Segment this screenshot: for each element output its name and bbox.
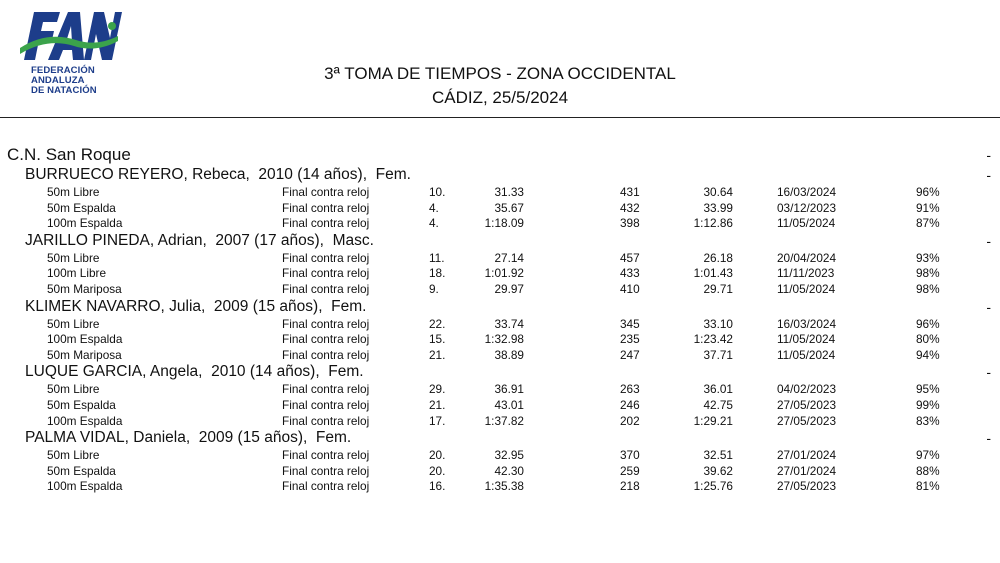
result-place: 20.: [429, 463, 446, 478]
document-subtitle: CÁDIZ, 25/5/2024: [431, 88, 569, 107]
result-best-date: 11/05/2024: [777, 332, 836, 347]
result-round: Final contra reloj: [282, 250, 370, 265]
result-points: 433: [620, 266, 640, 281]
result-row: [0, 397, 1000, 413]
result-row: [0, 478, 1000, 494]
result-best-time: 33.99: [703, 200, 733, 215]
swimmer-marker: -: [986, 298, 991, 315]
result-event: 100m Espalda: [47, 413, 123, 428]
result-round: Final contra reloj: [282, 332, 370, 347]
swimmer-marker: -: [986, 430, 991, 447]
result-row: [0, 347, 1000, 363]
result-round: Final contra reloj: [282, 463, 370, 478]
result-row: [0, 250, 1000, 266]
result-best-time: 39.62: [703, 463, 733, 478]
result-best-time: 37.71: [703, 347, 733, 362]
result-round: Final contra reloj: [282, 448, 370, 463]
result-time: 36.91: [494, 382, 524, 397]
result-time: 32.95: [494, 448, 524, 463]
result-event: 50m Mariposa: [47, 347, 122, 362]
result-round: Final contra reloj: [282, 397, 370, 412]
result-best-time: 1:29.21: [693, 413, 733, 428]
result-best-time: 1:01.43: [693, 266, 733, 281]
swimmer-marker: -: [986, 167, 991, 183]
swimmer-header: [0, 362, 1000, 381]
result-row: [0, 265, 1000, 281]
result-best-date: 27/05/2023: [777, 413, 837, 428]
result-best-time: 33.10: [703, 316, 733, 331]
result-time: 33.74: [494, 316, 524, 331]
result-points: 457: [620, 250, 640, 265]
result-event: 50m Espalda: [47, 397, 116, 412]
result-event: 100m Espalda: [47, 216, 123, 231]
result-row: [0, 381, 1000, 397]
result-best-date: 11/11/2023: [777, 266, 835, 281]
result-event: 50m Libre: [47, 316, 100, 331]
result-event: 50m Libre: [47, 448, 100, 463]
result-round: Final contra reloj: [282, 200, 370, 215]
result-best-date: 11/05/2024: [777, 216, 836, 231]
logo-line-federacion: FEDERACIÓN: [31, 65, 95, 76]
club-marker: -: [986, 147, 991, 163]
swimmer-name: KLIMEK NAVARRO, Julia, 2009 (15 años), Fem.: [25, 297, 367, 315]
result-place: 29.: [429, 382, 446, 397]
result-points: 202: [620, 413, 640, 428]
result-row: [0, 200, 1000, 216]
result-row: [0, 413, 1000, 429]
result-best-time: 1:23.42: [693, 332, 733, 347]
result-round: Final contra reloj: [282, 413, 370, 428]
result-percent: 96%: [916, 316, 940, 331]
result-points: 218: [620, 479, 640, 494]
result-row: [0, 184, 1000, 200]
result-round: Final contra reloj: [282, 216, 370, 231]
result-place: 11.: [429, 250, 445, 265]
result-row: [0, 281, 1000, 297]
result-row: [0, 215, 1000, 231]
result-best-time: 29.71: [703, 281, 733, 296]
result-best-time: 1:25.76: [693, 479, 733, 494]
result-event: 50m Espalda: [47, 463, 116, 478]
result-round: Final contra reloj: [282, 347, 370, 362]
result-round: Final contra reloj: [282, 266, 370, 281]
result-place: 18.: [429, 266, 446, 281]
result-row: [0, 331, 1000, 347]
result-best-time: 30.64: [703, 185, 733, 199]
result-place: 10.: [429, 185, 446, 199]
swimmer-marker: -: [986, 364, 991, 381]
result-place: 4.: [429, 200, 439, 215]
swimmer-section: [0, 428, 1000, 494]
result-place: 20.: [429, 448, 446, 463]
result-event: 50m Libre: [47, 382, 100, 397]
result-best-time: 36.01: [703, 382, 733, 397]
swimmer-header: [0, 428, 1000, 447]
result-time: 31.33: [494, 185, 524, 199]
club-name: C.N. San Roque: [7, 145, 131, 164]
result-place: 22.: [429, 316, 446, 331]
result-event: 50m Libre: [47, 250, 100, 265]
swimmer-section: [0, 362, 1000, 428]
result-percent: 91%: [916, 200, 940, 215]
result-points: 370: [620, 448, 640, 463]
result-row: [0, 463, 1000, 479]
result-place: 9.: [429, 281, 439, 296]
result-event: 100m Libre: [47, 266, 107, 281]
result-best-date: 11/05/2024: [777, 281, 836, 296]
result-best-date: 27/05/2023: [777, 397, 837, 412]
result-time: 43.01: [494, 397, 524, 412]
result-time: 1:37.82: [484, 413, 524, 428]
result-time: 1:18.09: [484, 216, 524, 231]
result-points: 247: [620, 347, 640, 362]
club-row: [0, 143, 1000, 165]
result-best-time: 32.51: [703, 448, 733, 463]
result-percent: 97%: [916, 448, 940, 463]
result-points: 410: [620, 281, 640, 296]
result-event: 50m Libre: [47, 185, 100, 199]
swimmer-section: [0, 165, 1000, 231]
result-percent: 80%: [916, 332, 940, 347]
result-percent: 83%: [916, 413, 940, 428]
result-round: Final contra reloj: [282, 382, 370, 397]
result-best-date: 27/01/2024: [777, 463, 837, 478]
result-percent: 96%: [916, 185, 940, 199]
result-event: 100m Espalda: [47, 332, 123, 347]
logo-line-andaluza: ANDALUZA: [31, 75, 85, 86]
swimmer-name: LUQUE GARCIA, Angela, 2010 (14 años), Fem.: [25, 363, 364, 381]
result-best-date: 16/03/2024: [777, 316, 837, 331]
result-percent: 94%: [916, 347, 940, 362]
result-percent: 93%: [916, 250, 940, 265]
result-place: 4.: [429, 216, 439, 231]
result-best-date: 04/02/2023: [777, 382, 837, 397]
result-best-time: 1:12.86: [693, 216, 733, 231]
document-title: 3ª TOMA DE TIEMPOS - ZONA OCCIDENTAL: [324, 64, 676, 83]
swimmer-section: [0, 231, 1000, 297]
result-points: 398: [620, 216, 640, 231]
result-row: [0, 447, 1000, 463]
result-best-date: 27/01/2024: [777, 448, 837, 463]
result-percent: 98%: [916, 281, 940, 296]
result-best-time: 42.75: [703, 397, 733, 412]
result-place: 17.: [429, 413, 446, 428]
result-points: 432: [620, 200, 640, 215]
result-best-date: 20/04/2024: [777, 250, 837, 265]
result-time: 27.14: [494, 250, 524, 265]
result-round: Final contra reloj: [282, 479, 370, 494]
results-list: [0, 143, 1000, 494]
result-time: 1:35.38: [484, 479, 524, 494]
swimmer-sections: [0, 165, 1000, 494]
result-points: 345: [620, 316, 640, 331]
result-round: Final contra reloj: [282, 185, 370, 199]
result-best-date: 03/12/2023: [777, 200, 837, 215]
result-event: 100m Espalda: [47, 479, 123, 494]
result-round: Final contra reloj: [282, 316, 370, 331]
swimmer-section: [0, 297, 1000, 363]
result-percent: 88%: [916, 463, 940, 478]
swimmer-name: BURRUECO REYERO, Rebeca, 2010 (14 años), Fem.: [25, 166, 411, 183]
result-percent: 98%: [916, 266, 940, 281]
swimmer-name: JARILLO PINEDA, Adrian, 2007 (17 años), Masc.: [25, 231, 374, 249]
result-place: 21.: [429, 397, 446, 412]
swimmer-header: [0, 297, 1000, 316]
swimmer-name: PALMA VIDAL, Daniela, 2009 (15 años), Fem.: [25, 429, 352, 447]
result-event: 50m Espalda: [47, 200, 116, 215]
swimmer-marker: -: [986, 232, 991, 249]
result-time: 29.97: [494, 281, 524, 296]
result-row: [0, 316, 1000, 332]
result-place: 15.: [429, 332, 446, 347]
fan-logo-icon: [18, 8, 122, 64]
result-round: Final contra reloj: [282, 281, 370, 296]
result-place: 16.: [429, 479, 446, 494]
result-percent: 81%: [916, 479, 940, 494]
result-time: 1:01.92: [484, 266, 524, 281]
result-points: 246: [620, 397, 640, 412]
result-time: 1:32.98: [484, 332, 524, 347]
result-percent: 99%: [916, 397, 940, 412]
result-best-date: 11/05/2024: [777, 347, 836, 362]
result-percent: 87%: [916, 216, 940, 231]
result-points: 259: [620, 463, 640, 478]
logo-line-natacion: DE NATACIÓN: [31, 85, 97, 96]
result-points: 431: [620, 185, 640, 199]
header-divider: [0, 117, 1000, 118]
result-event: 50m Mariposa: [47, 281, 122, 296]
swimmer-header: [0, 231, 1000, 250]
result-points: 235: [620, 332, 640, 347]
swimmer-header: [0, 165, 1000, 184]
result-best-date: 27/05/2023: [777, 479, 837, 494]
result-best-time: 26.18: [703, 250, 733, 265]
result-time: 35.67: [494, 200, 524, 215]
result-percent: 95%: [916, 382, 940, 397]
result-best-date: 16/03/2024: [777, 185, 837, 199]
result-points: 263: [620, 382, 640, 397]
result-time: 42.30: [494, 463, 524, 478]
result-time: 38.89: [494, 347, 524, 362]
result-place: 21.: [429, 347, 446, 362]
